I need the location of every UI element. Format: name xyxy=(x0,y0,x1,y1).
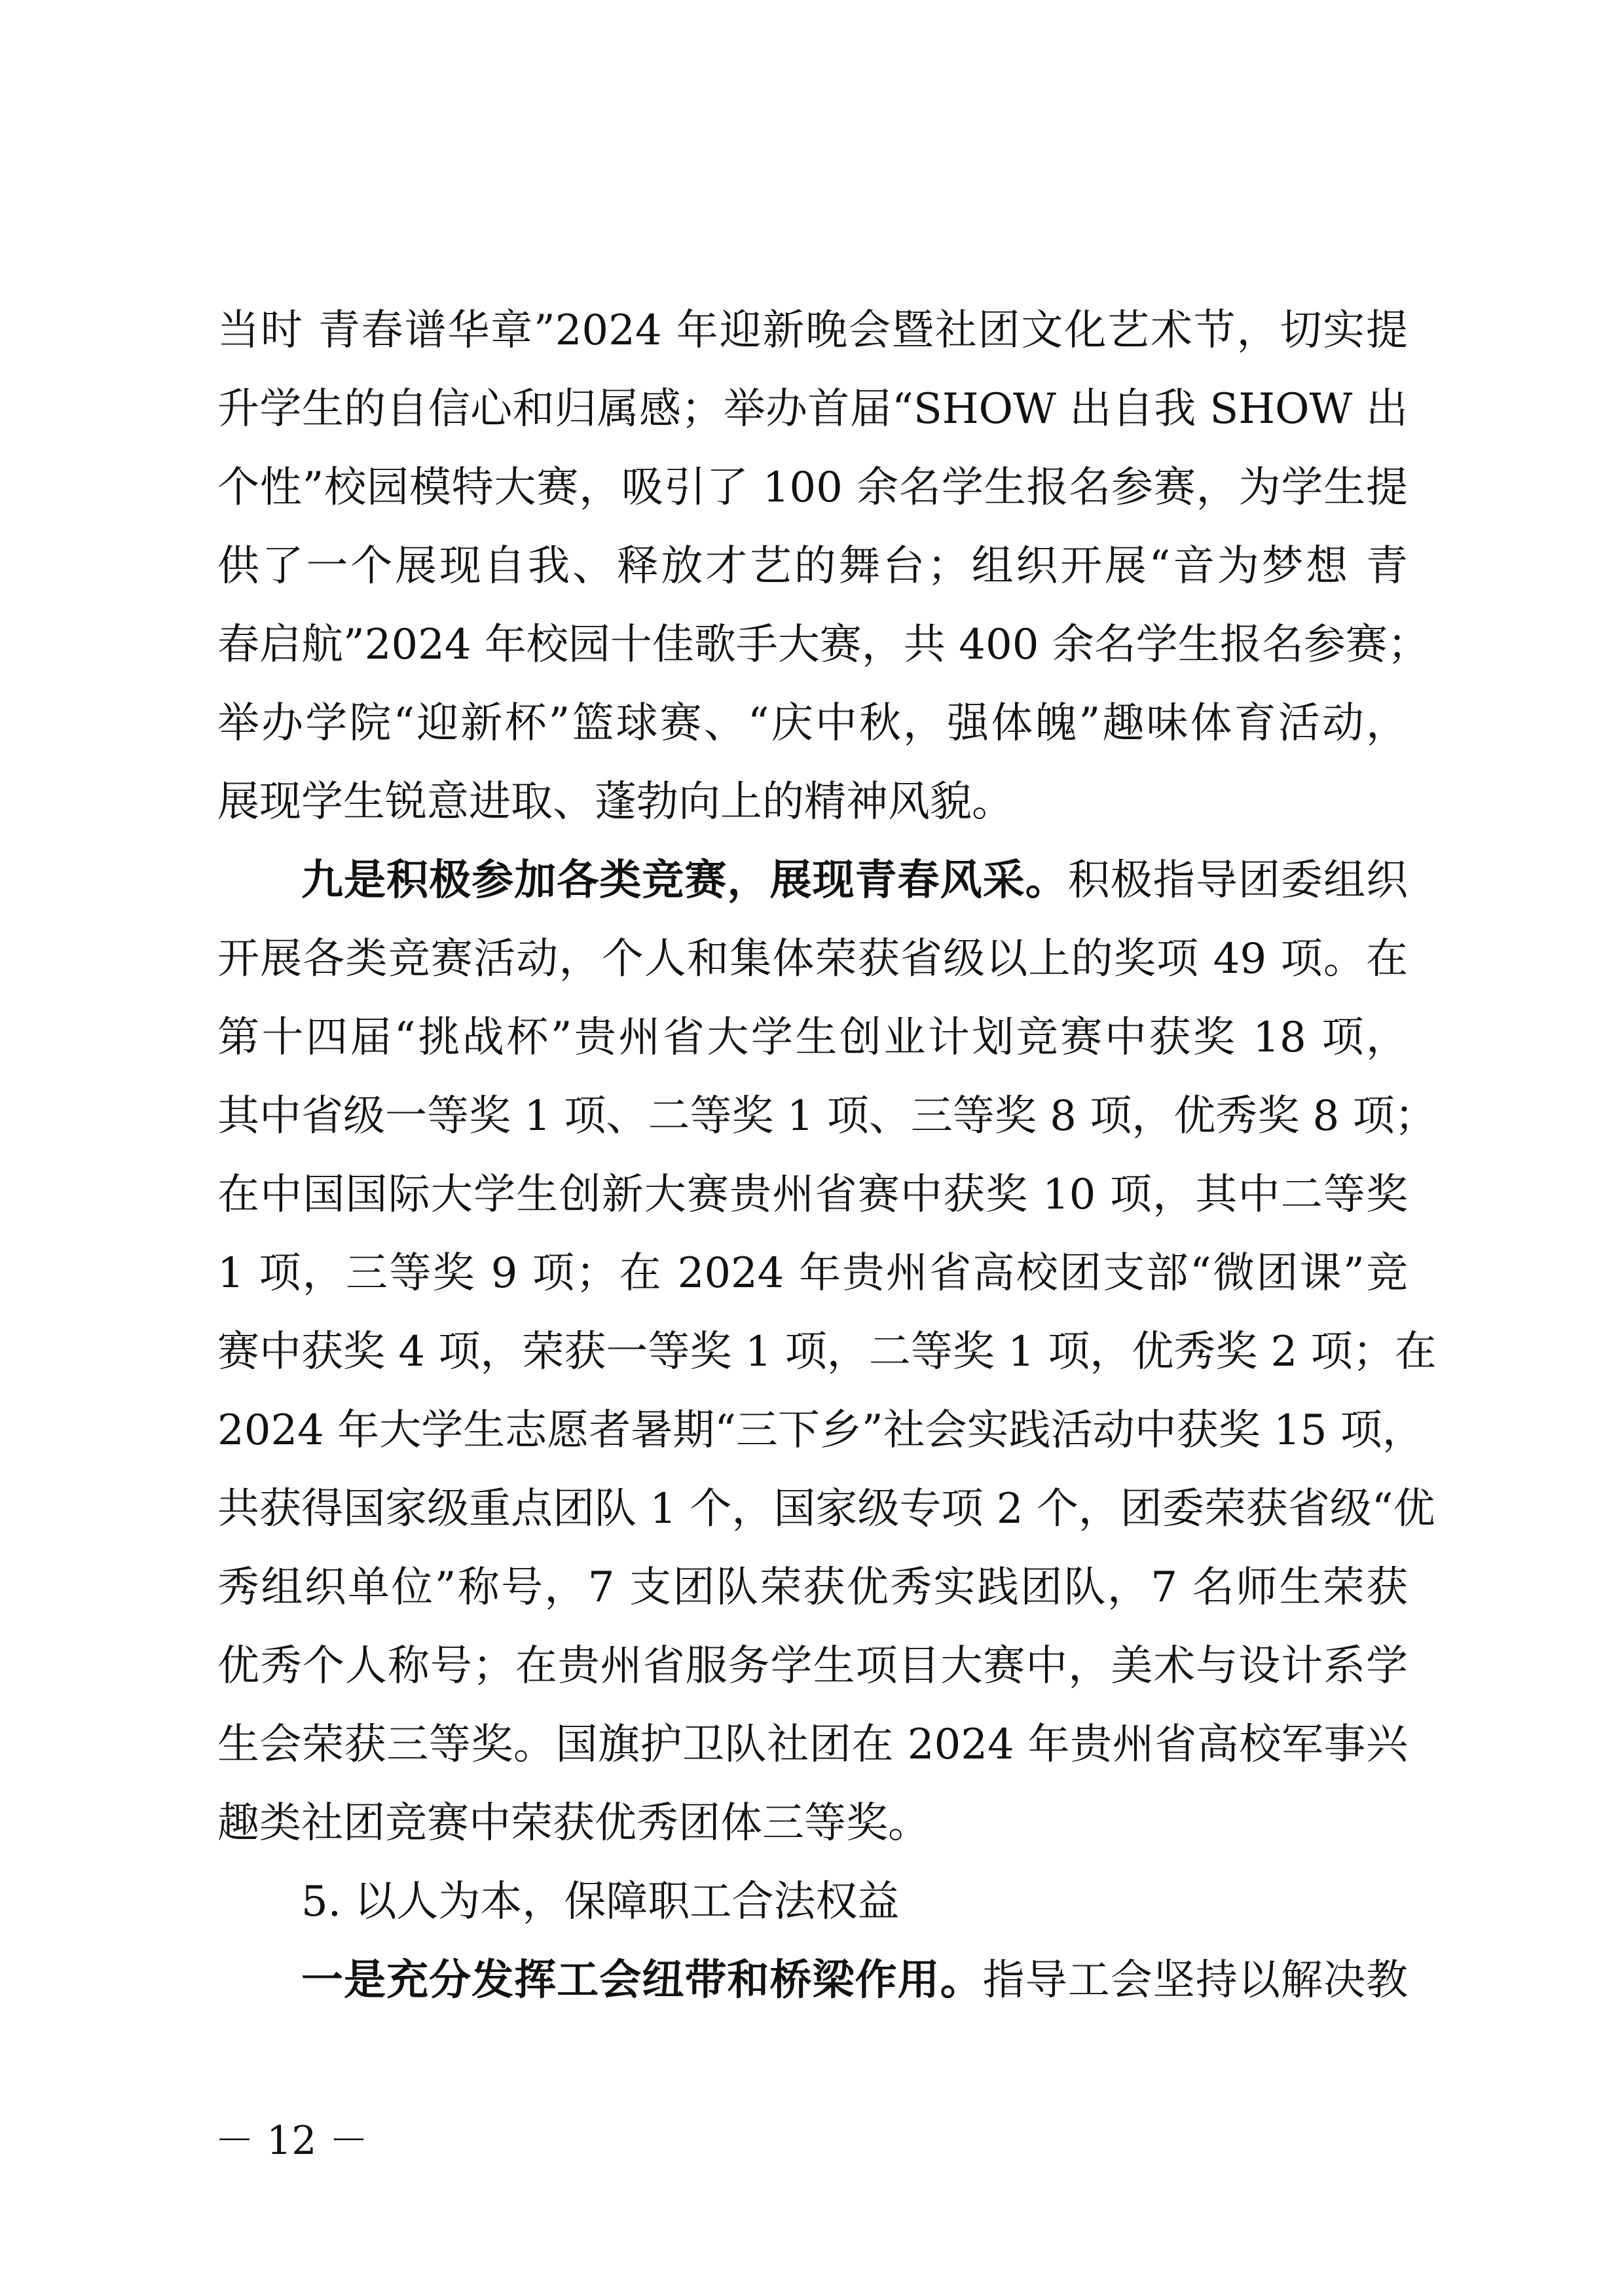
paragraph-line: 开展各类竞赛活动，个人和集体荣获省级以上的奖项 49 项。在 xyxy=(217,935,1408,983)
paragraph-line: 2024 年大学生志愿者暑期“三下乡”社会实践活动中获奖 15 项， xyxy=(217,1406,1424,1455)
paragraph-first-line xyxy=(301,1941,1408,2020)
paragraph-line: 个性”校园模特大赛，吸引了 100 余名学生报名参赛，为学生提 xyxy=(217,464,1408,512)
section-heading: 5. 以人为本，保障职工合法权益 xyxy=(301,1878,900,1926)
paragraph-line: 秀组织单位”称号，7 支团队荣获优秀实践团队，7 名师生荣获 xyxy=(217,1563,1408,1612)
paragraph-line: 赛中获奖 4 项，荣获一等奖 1 项，二等奖 1 项，优秀奖 2 项；在 xyxy=(217,1328,1437,1376)
paragraph-line: 当时 青春谱华章”2024 年迎新晚会暨社团文化艺术节，切实提 xyxy=(217,306,1408,355)
paragraph-text: 积极指导团委组织 xyxy=(1067,856,1408,905)
paragraph-line: 趣类社团竞赛中荣获优秀团体三等奖。 xyxy=(217,1799,930,1848)
paragraph-line: 展现学生锐意进取、蓬勃向上的精神风貌。 xyxy=(217,778,1014,826)
section-lead-nine: 九是积极参加各类竞赛，展现青春风采。 xyxy=(301,856,1068,905)
paragraph-line: 第十四届“挑战杯”贵州省大学生创业计划竞赛中获奖 18 项， xyxy=(217,1013,1408,1062)
paragraph-line: 共获得国家级重点团队 1 个，国家级专项 2 个，团委荣获省级“优 xyxy=(217,1485,1435,1533)
paragraph-line: 供了一个展现自我、释放才艺的舞台；组织开展“音为梦想 青 xyxy=(217,542,1408,591)
paragraph-first-line xyxy=(301,841,1408,920)
paragraph-line: 优秀个人称号；在贵州省服务学生项目大赛中，美术与设计系学 xyxy=(217,1642,1408,1690)
paragraph-line: 其中省级一等奖 1 项、二等奖 1 项、三等奖 8 项，优秀奖 8 项； xyxy=(217,1092,1437,1140)
paragraph-line: 生会荣获三等奖。国旗护卫队社团在 2024 年贵州省高校军事兴 xyxy=(217,1721,1408,1769)
paragraph-text: 指导工会坚持以解决教 xyxy=(982,1956,1408,2005)
paragraph-line: 1 项，三等奖 9 项；在 2024 年贵州省高校团支部“微团课”竞 xyxy=(217,1249,1408,1298)
page-number: － 12 － xyxy=(215,2118,369,2164)
paragraph-line: 升学生的自信心和归属感；举办首届“SHOW 出自我 SHOW 出 xyxy=(217,385,1408,433)
paragraph-line: 春启航”2024 年校园十佳歌手大赛，共 400 余名学生报名参赛； xyxy=(217,621,1430,669)
paragraph-line: 在中国国际大学生创新大赛贵州省赛中获奖 10 项，其中二等奖 xyxy=(217,1171,1408,1219)
section-lead-one: 一是充分发挥工会纽带和桥梁作用。 xyxy=(301,1956,983,2005)
paragraph-line: 举办学院“迎新杯”篮球赛、“庆中秋，强体魄”趣味体育活动， xyxy=(217,699,1408,748)
